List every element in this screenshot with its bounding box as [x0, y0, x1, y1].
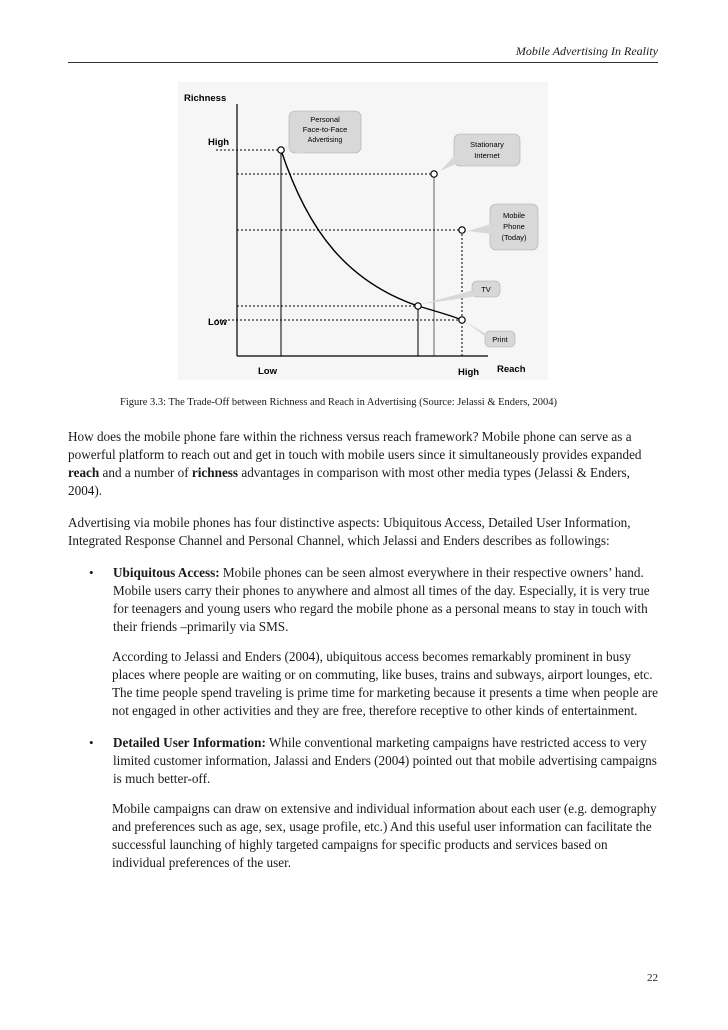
- point-print: [459, 317, 465, 323]
- callout-print-text: Print: [492, 335, 508, 344]
- bullet2-text: While conventional marketing campaigns have restricted access to very limited customer information, Jalassi and Enders (2004) pointed out that mobile advertising campaigns is much better-off.: [113, 735, 657, 786]
- callout-mobile-line2: Phone: [503, 222, 525, 231]
- paragraph-four-aspects: Advertising via mobile phones has four distinctive aspects: Ubiquitous Access, Detailed User Information, Integrated Response Channel and Personal Channel, which Jelassi and Enders describes as followings:: [68, 515, 631, 548]
- paragraph-ubiquitous-followup: According to Jelassi and Enders (2004), ubiquitous access becomes remarkably prominent in busy places where people are waiting or on commuting, like buses, trains and subways, airport lounges, etc. The time people spend traveling is prime time for marketing because it presents a time when people are not engaged in other activities and they are free, therefore receptive to other kinds of entertainment.: [112, 649, 658, 718]
- callout-personal-line3: Advertising: [307, 137, 343, 144]
- y-high-label: High: [208, 137, 230, 148]
- para1-reach: reach: [68, 465, 100, 480]
- page-number: 22: [647, 972, 658, 984]
- bullet-ubiquitous-access: [68, 564, 662, 636]
- figure-svg: [178, 82, 548, 380]
- bullet-dot: •: [89, 735, 94, 750]
- bullet2-title: Detailed User Information:: [113, 735, 266, 750]
- callout-stationary-line2: Internet: [474, 151, 500, 160]
- x-low-label: Low: [258, 366, 277, 377]
- callout-personal-line2: Face-to-Face: [302, 125, 348, 134]
- body-text: [68, 428, 662, 886]
- callout-mobile-line3: (Today): [501, 233, 527, 242]
- point-mobile: [459, 227, 465, 233]
- y-low-label: Low: [208, 317, 227, 328]
- callout-personal: [284, 111, 361, 153]
- figure-caption: Figure 3.3: The Trade-Off between Richness and Reach in Advertising (Source: Jelassi & Enders, 2004): [120, 397, 558, 408]
- para1-part2: and a number of: [99, 465, 192, 480]
- paragraph-user-info-followup: Mobile campaigns can draw on extensive and individual information about each user (e.g. demography and preferences such as age, sex, usage profile, etc.) And this useful user information can facilitate the successful launching of highly targeted campaigns for specific products and services based on individual preferences of the user.: [112, 801, 657, 870]
- richness-reach-figure: [178, 82, 548, 380]
- x-high-label: High: [458, 367, 480, 378]
- callout-personal-line1: Personal: [310, 115, 340, 124]
- bullet-detailed-user-information: [68, 734, 662, 788]
- bullet1-text: Mobile phones can be seen almost everywhere in their respective owners’ hand. Mobile users carry their phones to anywhere and almost all times of the day. Especially, it is very true for teenagers and young users who regard the mobile phone as a personal means to stay in touch with their friends –primarily via SMS.: [113, 565, 650, 634]
- callout-tv-text: TV: [481, 285, 491, 294]
- header-rule: [68, 62, 658, 63]
- point-personal: [278, 147, 284, 153]
- running-header: Mobile Advertising In Reality: [515, 44, 658, 58]
- x-axis-label: Reach: [497, 364, 526, 375]
- para1-part3: advantages in comparison with most other media types (Jelassi & Enders, 2004).: [68, 465, 630, 498]
- para1-part1: How does the mobile phone fare within the richness versus reach framework? Mobile phone can serve as a powerful platform to reach out and get in touch with mobile users since it simultaneously provides expanded: [68, 429, 642, 462]
- para1-richness: richness: [191, 465, 239, 480]
- callout-mobile-line1: Mobile: [502, 211, 526, 220]
- paragraph-richness-reach: [68, 428, 662, 500]
- y-axis-label: Richness: [184, 93, 227, 104]
- point-stationary: [431, 171, 437, 177]
- bullet-dot: •: [89, 565, 94, 580]
- bullet1-title: Ubiquitous Access:: [113, 565, 220, 580]
- point-tv: [415, 303, 421, 309]
- callout-stationary-line1: Stationary: [470, 140, 504, 149]
